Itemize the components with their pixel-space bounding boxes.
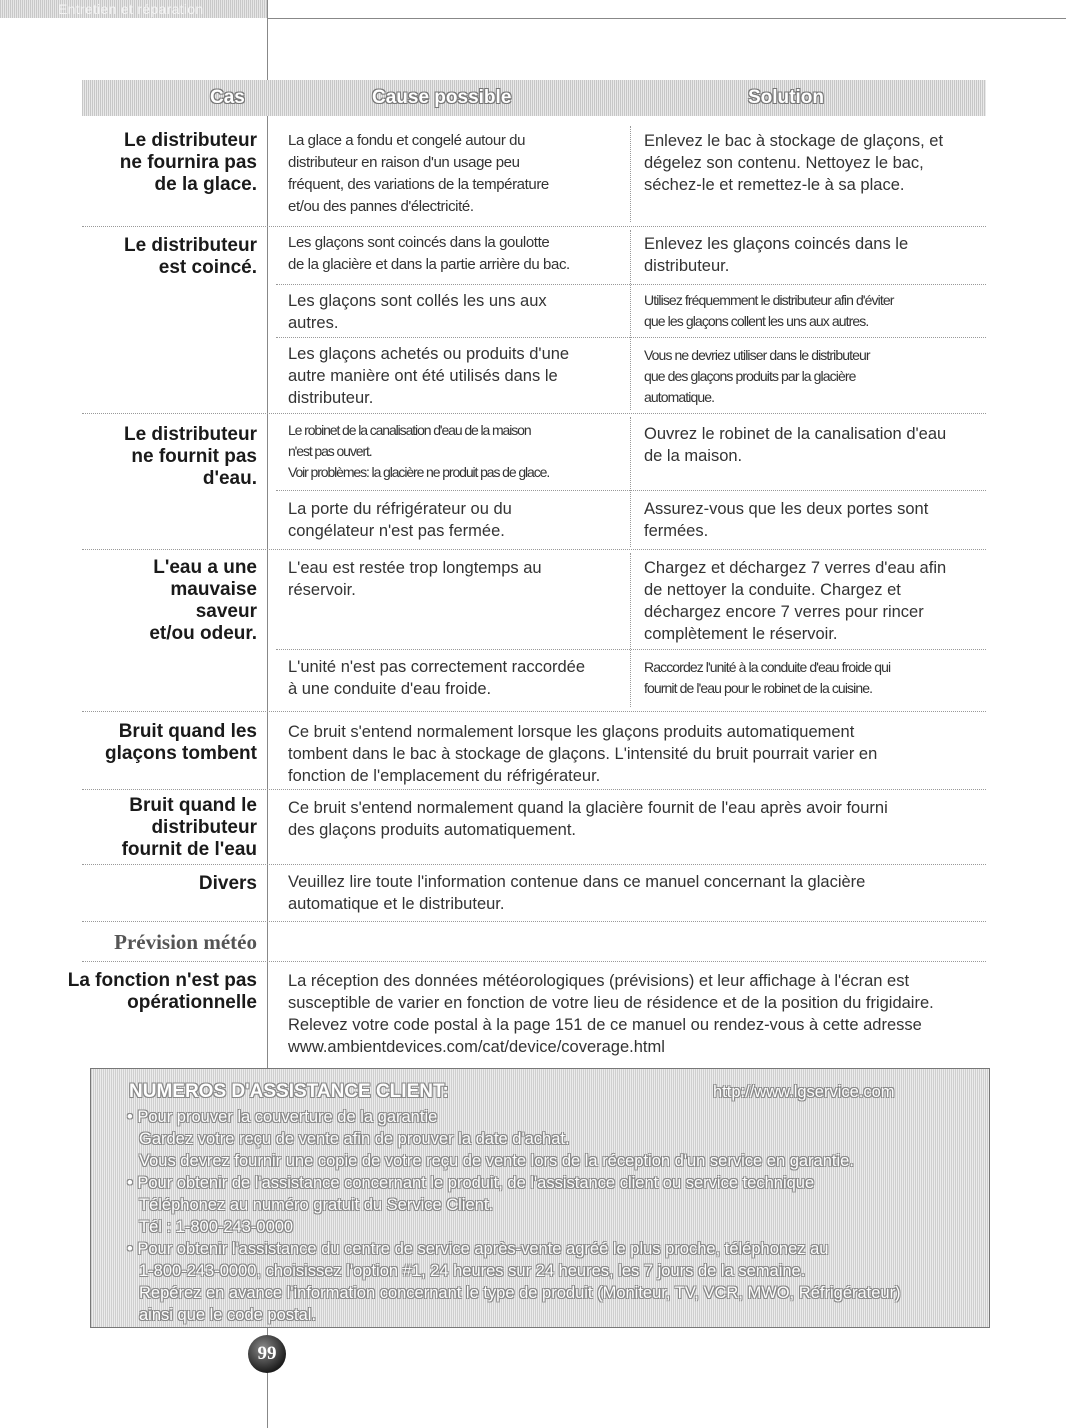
cause-text: L'unité n'est pas correctement raccordée à une conduite d'eau froide. xyxy=(288,658,586,698)
info-text: Veuillez lire toute l'information contenue dans ce manuel concernant la glacière automatique et le distributeur. xyxy=(288,873,866,913)
row-divider xyxy=(82,711,986,712)
help-line: Téléphonez au numéro gratuit du Service Client. xyxy=(139,1196,494,1214)
row-divider xyxy=(82,789,986,790)
row-divider xyxy=(276,337,986,338)
cas-label: Bruit quand le distributeur fournit de l'eau xyxy=(121,795,257,860)
cas-label: Bruit quand les glaçons tombent xyxy=(104,721,257,764)
help-line: Repérez en avance l'information concernant le type de produit (Moniteur, TV, VCR, MWO, Réfrigérateur) xyxy=(139,1284,901,1302)
cas-label: Le distributeur ne fournit pas d'eau. xyxy=(123,424,257,489)
row-divider xyxy=(276,490,986,491)
header-cas: Cas xyxy=(210,87,245,108)
column-divider xyxy=(630,230,631,410)
help-line: ainsi que le code postal. xyxy=(139,1306,317,1324)
top-rule xyxy=(268,18,1066,19)
solution-text: Assurez-vous que les deux portes sont fermées. xyxy=(644,500,929,540)
table-header xyxy=(82,80,986,116)
cause-text: Les glaçons achetés ou produits d'une autre manière ont été utilisés dans le distributeur. xyxy=(288,345,570,407)
assistance-title: NUMEROS D'ASSISTANCE CLIENT: xyxy=(129,1081,449,1102)
help-line: Vous devrez fournir une copie de votre reçu de vente lors de la réception d'un service en garantie. xyxy=(139,1152,854,1170)
row-divider xyxy=(276,284,986,285)
info-text: La réception des données météorologiques (prévisions) et leur affichage à l'écran est susceptible de varier en fonction de votre lieu de résidence et de la position du frigidaire. Relevez votre code postal à la page 151 de ce manuel ou rendez-vous à cette adresse www.ambientdevices.com/cat/device/coverage.html xyxy=(288,972,934,1056)
customer-assistance-box xyxy=(90,1068,990,1328)
section-heading-meteo: Prévision météo xyxy=(114,930,257,954)
solution-text: Chargez et déchargez 7 verres d'eau afin de nettoyer la conduite. Chargez et déchargez encore 7 verres pour rincer complètement le réservoir. xyxy=(644,559,947,643)
cause-text: L'eau est restée trop longtemps au réservoir. xyxy=(288,559,542,599)
page-number-badge: 99 xyxy=(248,1335,286,1373)
solution-text: Utilisez fréquemment le distributeur afin d'éviter que les glaçons collent les uns aux autres. xyxy=(644,292,894,329)
row-divider xyxy=(82,413,986,414)
row-divider xyxy=(82,549,986,550)
cas-label: Divers xyxy=(198,873,257,894)
cause-text: La glace a fondu et congelé autour du distributeur en raison d'un usage peu fréquent, des variations de la température et/ou des pannes d'électricité. xyxy=(288,132,549,215)
info-text: Ce bruit s'entend normalement lorsque les glaçons produits automatiquement tombent dans le bac à stockage de glaçons. L'intensité du bruit pourrait varier en fonction de l'emplacement du réfrigérateur. xyxy=(288,723,878,785)
solution-text: Vous ne devriez utiliser dans le distributeur que des glaçons produits par la glacière automatique. xyxy=(644,347,870,405)
cause-text: Les glaçons sont collés les uns aux autres. xyxy=(288,292,547,332)
service-url: http://www.lgservice.com xyxy=(713,1083,895,1101)
cause-text: Le robinet de la canalisation d'eau de la maison n'est pas ouvert. Voir problèmes: la glacière ne produit pas de glace. xyxy=(288,422,550,480)
row-divider xyxy=(82,921,986,922)
cause-text: La porte du réfrigérateur ou du congélateur n'est pas fermée. xyxy=(288,500,512,540)
cas-label: L'eau a une mauvaise saveur et/ou odeur. xyxy=(149,557,257,644)
info-text: Ce bruit s'entend normalement quand la glacière fournit de l'eau après avoir fourni des glaçons produits automatiquement. xyxy=(288,799,888,839)
section-tab: Entretien et réparation xyxy=(0,0,268,18)
help-line: Gardez votre reçu de vente afin de prouver la date d'achat. xyxy=(139,1130,570,1148)
row-divider xyxy=(82,226,986,227)
row-divider xyxy=(276,649,986,650)
column-divider xyxy=(630,126,631,222)
help-line: 1-800-243-0000, choisissez l'option #1, 24 heures sur 24 heures, les 7 jours de la semaine. xyxy=(139,1262,806,1280)
solution-text: Raccordez l'unité à la conduite d'eau froide qui fournit de l'eau pour le robinet de la cuisine. xyxy=(644,659,891,696)
header-cause: Cause possible xyxy=(372,87,512,108)
solution-text: Enlevez le bac à stockage de glaçons, et dégelez son contenu. Nettoyez le bac, séchez-le et remettez-le à sa place. xyxy=(644,132,944,194)
cas-label: La fonction n'est pas opérationnelle xyxy=(67,970,257,1013)
header-solution: Solution xyxy=(748,87,824,108)
help-line: • Pour prouver la couverture de la garantie xyxy=(127,1108,438,1126)
cas-label: Le distributeur est coincé. xyxy=(123,235,257,278)
help-line: • Pour obtenir de l'assistance concernant le produit, de l'assistance client ou service technique xyxy=(127,1174,815,1192)
help-line: • Pour obtenir l'assistance du centre de service après-vente agréé le plus proche, téléphonez au xyxy=(127,1240,829,1258)
row-divider xyxy=(82,864,986,865)
solution-text: Ouvrez le robinet de la canalisation d'eau de la maison. xyxy=(644,425,947,465)
cause-text: Les glaçons sont coincés dans la goulotte de la glacière et dans la partie arrière du bac. xyxy=(288,234,570,273)
solution-text: Enlevez les glaçons coincés dans le distributeur. xyxy=(644,235,909,275)
column-divider xyxy=(630,553,631,707)
column-divider xyxy=(630,417,631,547)
row-divider xyxy=(82,961,986,962)
cas-label: Le distributeur ne fournira pas de la glace. xyxy=(119,130,257,195)
help-line: Tél : 1-800-243-0000 xyxy=(139,1218,294,1236)
